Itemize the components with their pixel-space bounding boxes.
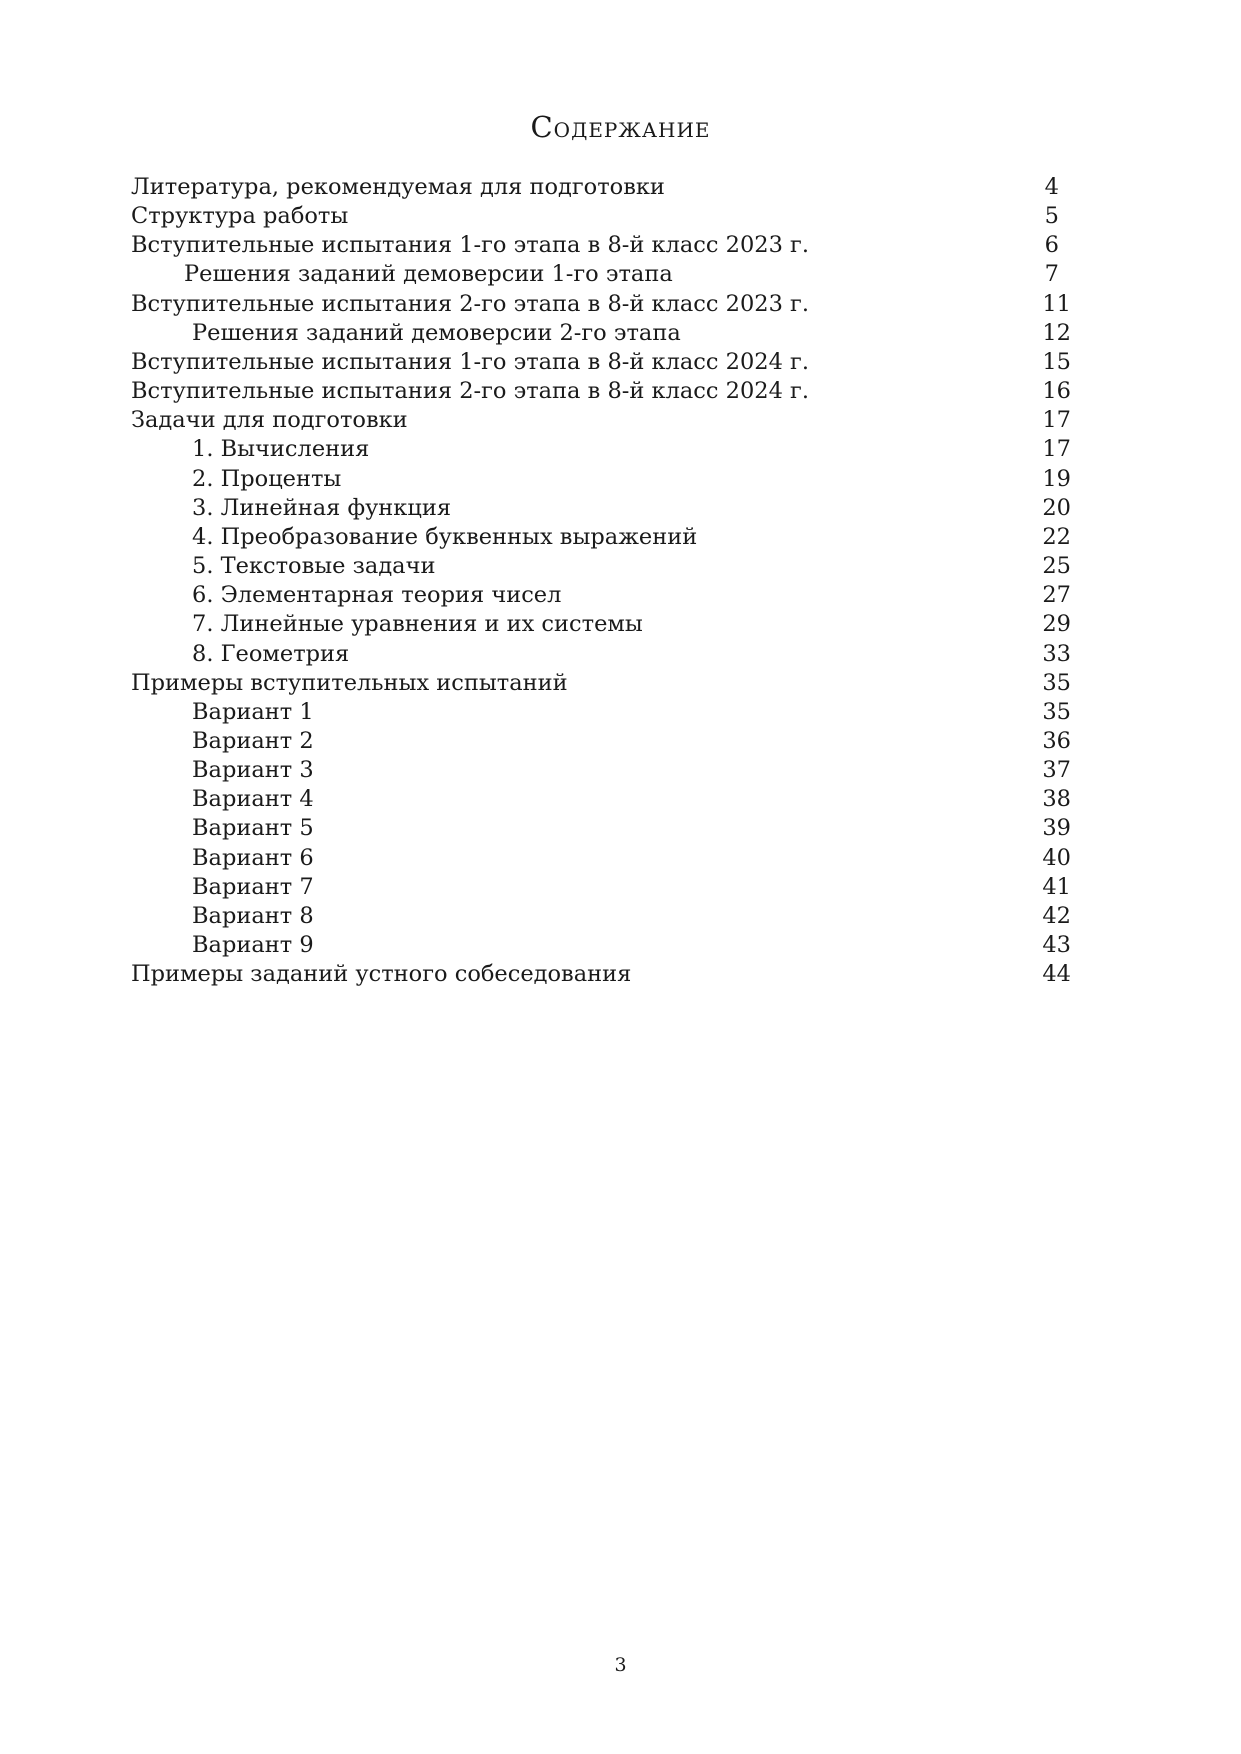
- toc-entry[interactable]: [131, 290, 1071, 319]
- page-title: Содержание: [530, 110, 711, 144]
- toc-entry[interactable]: [131, 202, 1071, 231]
- toc-entry[interactable]: [131, 873, 1071, 902]
- toc-entry[interactable]: [131, 640, 1071, 669]
- toc-entry-title: 5. Текстовые задачи: [192, 553, 436, 580]
- toc-entry-title: Структура работы: [131, 203, 349, 230]
- toc-entry[interactable]: [131, 231, 1071, 260]
- page-number: 3: [614, 1654, 627, 1676]
- toc-entry-page-number: 19: [1042, 465, 1071, 492]
- toc-entry-page-number: 36: [1042, 727, 1071, 754]
- toc-entry[interactable]: [131, 960, 1071, 989]
- toc-entry-page-number: 42: [1042, 902, 1071, 929]
- toc-entry-page-number: 5: [1044, 203, 1059, 230]
- toc-entry-title: Вариант 9: [192, 932, 314, 959]
- toc-entry-page-number: 37: [1042, 757, 1071, 784]
- toc-entry-page-number: 7: [1044, 261, 1059, 288]
- toc-entry-title: Вариант 8: [192, 902, 314, 929]
- toc-entry[interactable]: [131, 669, 1071, 698]
- toc-entry[interactable]: [131, 348, 1071, 377]
- toc-entry-title: Примеры вступительных испытаний: [131, 669, 568, 696]
- toc-entry[interactable]: [131, 931, 1071, 960]
- toc-entry-page-number: 11: [1042, 290, 1071, 317]
- toc-entry-title: Вариант 6: [192, 844, 314, 871]
- toc-entry-page-number: 40: [1042, 844, 1071, 871]
- toc-entry-page-number: 33: [1042, 640, 1071, 667]
- toc-entry-page-number: 43: [1042, 932, 1071, 959]
- toc-entry[interactable]: [131, 610, 1071, 639]
- toc-entry-title: Примеры заданий устного собеседования: [131, 961, 632, 988]
- toc-entry-page-number: 29: [1042, 611, 1071, 638]
- toc-entry-title: Вступительные испытания 2-го этапа в 8-й класс 2024 г.: [131, 378, 809, 405]
- toc-entry-page-number: 39: [1042, 815, 1071, 842]
- toc-entry-page-number: 6: [1044, 232, 1059, 259]
- toc-entry-title: Вариант 3: [192, 757, 314, 784]
- toc-entry-title: 2. Проценты: [192, 465, 342, 492]
- toc-entry-title: Вступительные испытания 1-го этапа в 8-й класс 2023 г.: [131, 232, 809, 259]
- toc-entry-page-number: 38: [1042, 786, 1071, 813]
- toc-entry[interactable]: [131, 727, 1071, 756]
- toc-entry[interactable]: [131, 756, 1071, 785]
- toc-entry-page-number: 17: [1042, 407, 1071, 434]
- toc-entry[interactable]: [131, 465, 1071, 494]
- toc-entry-page-number: 4: [1044, 174, 1059, 200]
- toc-entry-title: Вариант 4: [192, 786, 314, 813]
- toc-entry[interactable]: [131, 173, 1071, 202]
- toc-entry-title: Вступительные испытания 2-го этапа в 8-й класс 2023 г.: [131, 290, 809, 317]
- toc-entry-title: Вариант 2: [192, 727, 314, 754]
- toc-entry-title: 3. Линейная функция: [192, 494, 452, 521]
- toc-entry[interactable]: [131, 785, 1071, 814]
- toc-entry[interactable]: [131, 814, 1071, 843]
- toc-entry-page-number: 15: [1042, 348, 1071, 375]
- toc-entry-page-number: 41: [1042, 873, 1071, 900]
- toc-entry-page-number: 35: [1042, 669, 1071, 696]
- toc-entry[interactable]: [131, 494, 1071, 523]
- toc-entry[interactable]: [131, 552, 1071, 581]
- toc-entry-title: 8. Геометрия: [192, 640, 350, 667]
- toc-entry[interactable]: [131, 844, 1071, 873]
- toc-entry[interactable]: [131, 435, 1071, 464]
- toc-entry[interactable]: [131, 523, 1071, 552]
- toc-entry-title: Литература, рекомендуемая для подготовки: [131, 174, 665, 200]
- toc-entry-title: Вариант 1: [192, 698, 314, 725]
- toc-entry-page-number: 22: [1042, 523, 1071, 550]
- toc-entry[interactable]: [131, 377, 1071, 406]
- toc-entry-title: Вариант 7: [192, 873, 314, 900]
- toc-entry-page-number: 44: [1042, 961, 1071, 988]
- toc-entry-title: Задачи для подготовки: [131, 407, 408, 434]
- toc-entry-title: 4. Преобразование буквенных выражений: [192, 523, 698, 550]
- toc-entry[interactable]: [131, 319, 1071, 348]
- toc-entry[interactable]: [131, 581, 1071, 610]
- toc-entry-page-number: 17: [1042, 436, 1071, 463]
- toc-entry-page-number: 20: [1042, 494, 1071, 521]
- toc-entry[interactable]: [131, 406, 1071, 435]
- toc-entry-page-number: 25: [1042, 553, 1071, 580]
- toc-entry-title: 1. Вычисления: [192, 436, 370, 463]
- toc-entry[interactable]: [131, 902, 1071, 931]
- toc-entry-page-number: 16: [1042, 378, 1071, 405]
- toc-entry-title: Решения заданий демоверсии 1-го этапа: [184, 261, 673, 288]
- table-of-contents: [131, 173, 1071, 989]
- toc-entry-page-number: 12: [1042, 319, 1071, 346]
- toc-entry-page-number: 35: [1042, 698, 1071, 725]
- toc-entry-title: 7. Линейные уравнения и их системы: [192, 611, 643, 638]
- toc-entry-title: Вариант 5: [192, 815, 314, 842]
- toc-entry-page-number: 27: [1042, 582, 1071, 609]
- toc-entry[interactable]: [131, 698, 1071, 727]
- toc-entry[interactable]: [131, 260, 1071, 289]
- toc-entry-title: Решения заданий демоверсии 2-го этапа: [192, 319, 681, 346]
- toc-entry-title: 6. Элементарная теория чисел: [192, 582, 562, 609]
- toc-entry-title: Вступительные испытания 1-го этапа в 8-й класс 2024 г.: [131, 348, 809, 375]
